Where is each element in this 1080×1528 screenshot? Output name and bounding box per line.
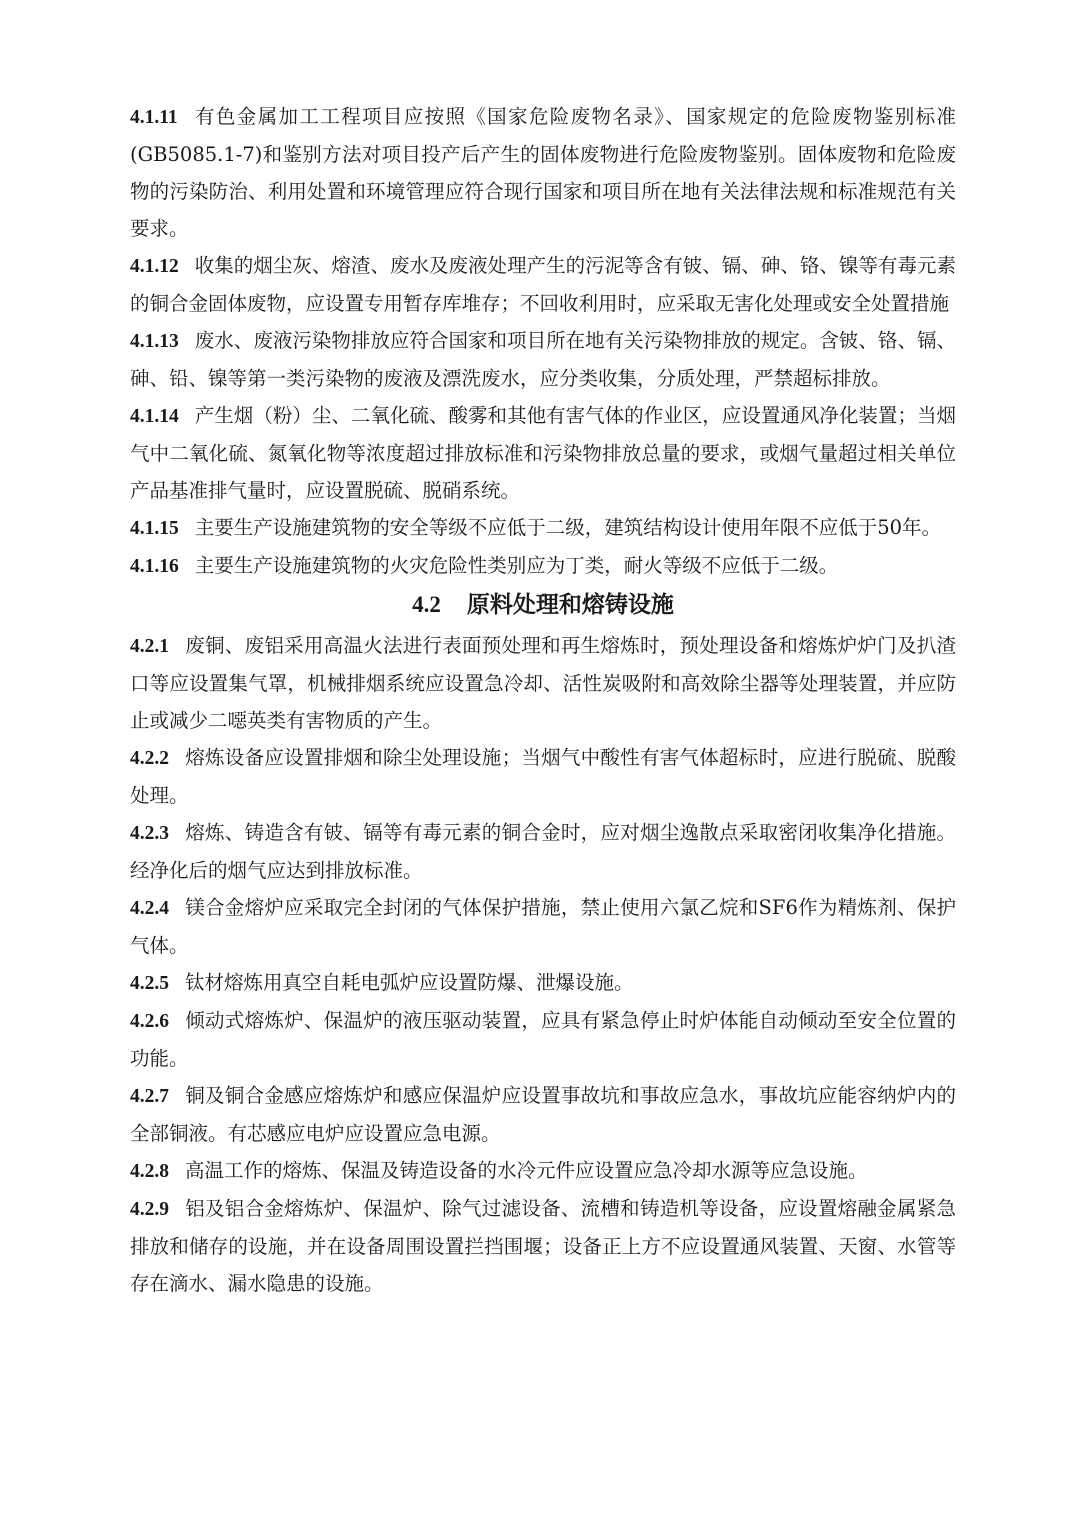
- section-heading: [130, 585, 956, 627]
- clause-4-2-7: [130, 1077, 956, 1152]
- clause-number: 4.2.3: [130, 823, 169, 844]
- clause-4-2-2: [130, 739, 956, 814]
- clause-text: 钛材熔炼用真空自耗电弧炉应设置防爆、泄爆设施。: [185, 971, 634, 994]
- clause-number: 4.2.6: [130, 1011, 169, 1032]
- clause-number: 4.2.2: [130, 748, 169, 769]
- clause-4-2-1: [130, 627, 956, 739]
- clause-text: 废铜、废铝采用高温火法进行表面预处理和再生熔炼时，预处理设备和熔炼炉炉门及扒渣口等应设置集气罩，机械排烟系统应设置急冷却、活性炭吸附和高效除尘器等处理装置，并应防止或减少二噁英类有害物质的产生。: [130, 634, 956, 732]
- clause-4-2-8: [130, 1152, 956, 1190]
- clause-4-1-16: [130, 547, 956, 585]
- document-page: [130, 98, 956, 1302]
- clause-number: 4.2.5: [130, 973, 169, 994]
- clause-number: 4.2.9: [130, 1199, 169, 1220]
- clause-number: 4.1.16: [130, 556, 179, 577]
- clause-number: 4.2.7: [130, 1086, 169, 1107]
- clause-number: 4.1.13: [130, 331, 179, 352]
- clause-text: 有色金属加工工程项目应按照《国家危险废物名录》、国家规定的危险废物鉴别标准(GB5085.1-7)和鉴别方法对项目投产后产生的固体废物进行危险废物鉴别。固体废物和危险废物的污染防治、利用处置和环境管理应符合现行国家和项目所在地有关法律法规和标准规范有关要求。: [130, 105, 956, 240]
- clause-text: 废水、废液污染物排放应符合国家和项目所在地有关污染物排放的规定。含铍、铬、镉、砷、铅、镍等第一类污染物的废液及漂洗废水，应分类收集，分质处理，严禁超标排放。: [130, 329, 956, 390]
- clause-text: 主要生产设施建筑物的火灾危险性类别应为丁类，耐火等级不应低于二级。: [194, 554, 839, 577]
- clause-text: 产生烟（粉）尘、二氧化硫、酸雾和其他有害气体的作业区，应设置通风净化装置；当烟气中二氧化硫、氮氧化物等浓度超过排放标准和污染物排放总量的要求，或烟气量超过相关单位产品基准排气量时，应设置脱硫、脱硝系统。: [130, 404, 956, 502]
- clause-4-1-15: [130, 509, 956, 547]
- section-number: 4.2: [412, 592, 441, 617]
- clause-4-2-4: [130, 889, 956, 964]
- clause-text: 高温工作的熔炼、保温及铸造设备的水冷元件应设置应急冷却水源等应急设施。: [185, 1159, 868, 1182]
- clause-text: 主要生产设施建筑物的安全等级不应低于二级，建筑结构设计使用年限不应低于50年。: [194, 516, 942, 539]
- clause-4-2-6: [130, 1002, 956, 1077]
- clause-number: 4.2.1: [130, 636, 169, 657]
- clause-4-2-9: [130, 1190, 956, 1302]
- clause-text: 铝及铝合金熔炼炉、保温炉、除气过滤设备、流槽和铸造机等设备，应设置熔融金属紧急排放和储存的设施，并在设备周围设置拦挡围堰；设备正上方不应设置通风装置、天窗、水管等存在滴水、漏水隐患的设施。: [130, 1197, 956, 1295]
- clause-number: 4.2.8: [130, 1161, 169, 1182]
- clause-4-1-13: [130, 322, 956, 397]
- clause-text: 铜及铜合金感应熔炼炉和感应保温炉应设置事故坑和事故应急水，事故坑应能容纳炉内的全部铜液。有芯感应电炉应设置应急电源。: [130, 1084, 956, 1145]
- section-title: 原料处理和熔铸设施: [466, 591, 674, 618]
- clause-text: 镁合金熔炉应采取完全封闭的气体保护措施，禁止使用六氯乙烷和SF6作为精炼剂、保护气体。: [130, 896, 956, 957]
- clause-text: 熔炼设备应设置排烟和除尘处理设施；当烟气中酸性有害气体超标时，应进行脱硫、脱酸处理。: [130, 746, 956, 807]
- clause-text: 倾动式熔炼炉、保温炉的液压驱动装置，应具有紧急停止时炉体能自动倾动至安全位置的功能。: [130, 1009, 956, 1070]
- clause-4-2-5: [130, 964, 956, 1002]
- clause-4-2-3: [130, 814, 956, 889]
- clause-number: 4.2.4: [130, 898, 169, 919]
- clause-number: 4.1.12: [130, 256, 179, 277]
- clause-number: 4.1.15: [130, 518, 179, 539]
- clause-text: 收集的烟尘灰、熔渣、废水及废液处理产生的污泥等含有铍、镉、砷、铬、镍等有毒元素的铜合金固体废物，应设置专用暂存库堆存；不回收利用时，应采取无害化处理或安全处置措施: [130, 254, 956, 315]
- clause-4-1-11: [130, 98, 956, 247]
- clause-text: 熔炼、铸造含有铍、镉等有毒元素的铜合金时，应对烟尘逸散点采取密闭收集净化措施。经净化后的烟气应达到排放标准。: [130, 821, 956, 882]
- clause-4-1-12: [130, 247, 956, 322]
- clause-number: 4.1.11: [130, 107, 178, 128]
- clause-number: 4.1.14: [130, 406, 179, 427]
- clause-4-1-14: [130, 397, 956, 509]
